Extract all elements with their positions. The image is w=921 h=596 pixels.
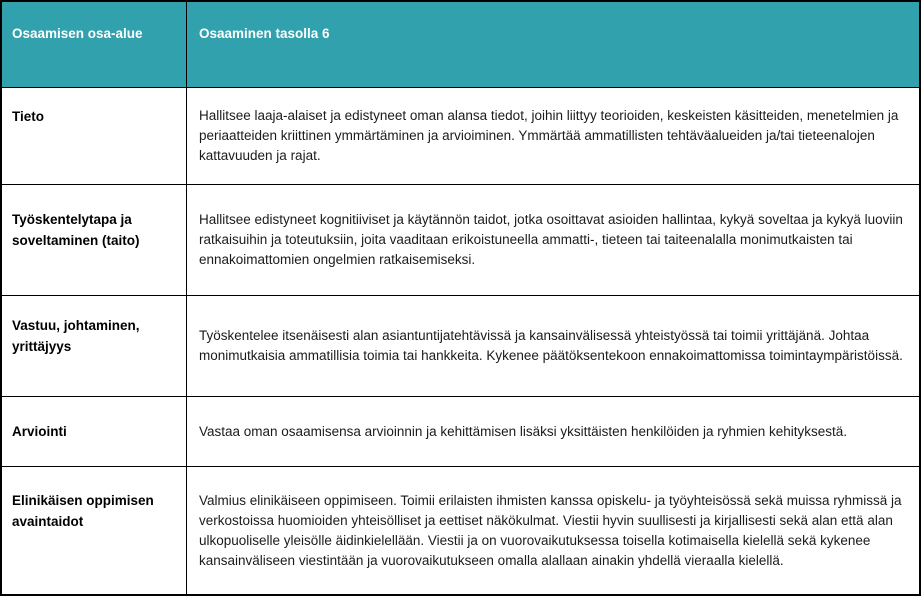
term-label: Tieto [12,108,45,124]
term-label: Arviointi [12,424,67,439]
description-cell-tyoskentelytapa [187,185,919,296]
description-text: Hallitsee laaja-alaiset ja edistyneet oman alansa tiedot, joihin liittyy teorioiden, keskeisten käsitteiden, menetelmien ja periaatteiden kriittinen ymmärtäminen ja arvioiminen. Ymmärtää ammatillisten tehtäväalueiden ja/tai tieteenalojen kattavuuden ja rajat. [199,108,899,163]
description-text: Työskentelee itsenäisesti alan asiantuntijatehtävissä ja kansainvälisessä yhteistyössä tai toimii yrittäjänä. Johtaa monimutkaisia ammatillisia toimia tai hankkeita. Kykenee päätöksentekoon ennakoimattomissa toimintaympäristöissä. [199,328,903,363]
description-cell-vastuu [187,296,919,397]
term-cell-elinikainen-oppiminen [2,467,187,594]
description-cell-elinikainen-oppiminen [187,467,919,594]
term-cell-tyoskentelytapa [2,185,187,296]
term-cell-arviointi [2,397,187,467]
header-label-level-6: Osaaminen tasolla 6 [199,26,330,41]
header-cell-competence-area [2,2,187,88]
description-text: Valmius elinikäiseen oppimiseen. Toimii erilaisten ihmisten kanssa opiskelu- ja työyhteisössä sekä muissa ryhmissä ja verkostoissa huomioiden yhteisölliset ja eettiset näkökulmat. Viestii hyvin suullisesti ja kirjallisesti sekä alan että alan ulkopuoliselle yleisölle äidinkielellään. Viestii ja on vuorovaikutuksessa toisella kotimaisella kielellä sekä kykenee kansainväliseen viestintään ja vuorovaikutukseen omalla alallaan ainakin yhdellä vieraalla kielellä. [199,492,902,568]
description-text: Hallitsee edistyneet kognitiiviset ja käytännön taidot, jotka osoittavat asioiden hallintaa, kykyä soveltaa ja kykyä luoviin ratkaisuihin ja toteutuksiin, joita vaaditaan erikoistuneella ammatti-, tieteen tai taiteenalalla monimutkaisten tai ennakoimattomien ongelmien ratkaisemiseksi. [199,212,903,267]
header-label-competence-area: Osaamisen osa-alue [12,26,143,41]
header-cell-level-6 [187,2,919,88]
term-cell-vastuu [2,296,187,397]
description-cell-tieto [187,88,919,185]
description-cell-arviointi [187,397,919,467]
term-label: Vastuu, johtaminen, yrittäjyys [12,318,140,354]
term-label: Työskentelytapa ja soveltaminen (taito) [12,212,140,248]
description-text: Vastaa oman osaamisensa arvioinnin ja kehittämisen lisäksi yksittäisten henkilöiden ja ryhmien kehityksestä. [199,423,848,439]
term-label: Elinikäisen oppimisen avaintaidot [12,492,154,529]
term-cell-tieto [2,88,187,185]
